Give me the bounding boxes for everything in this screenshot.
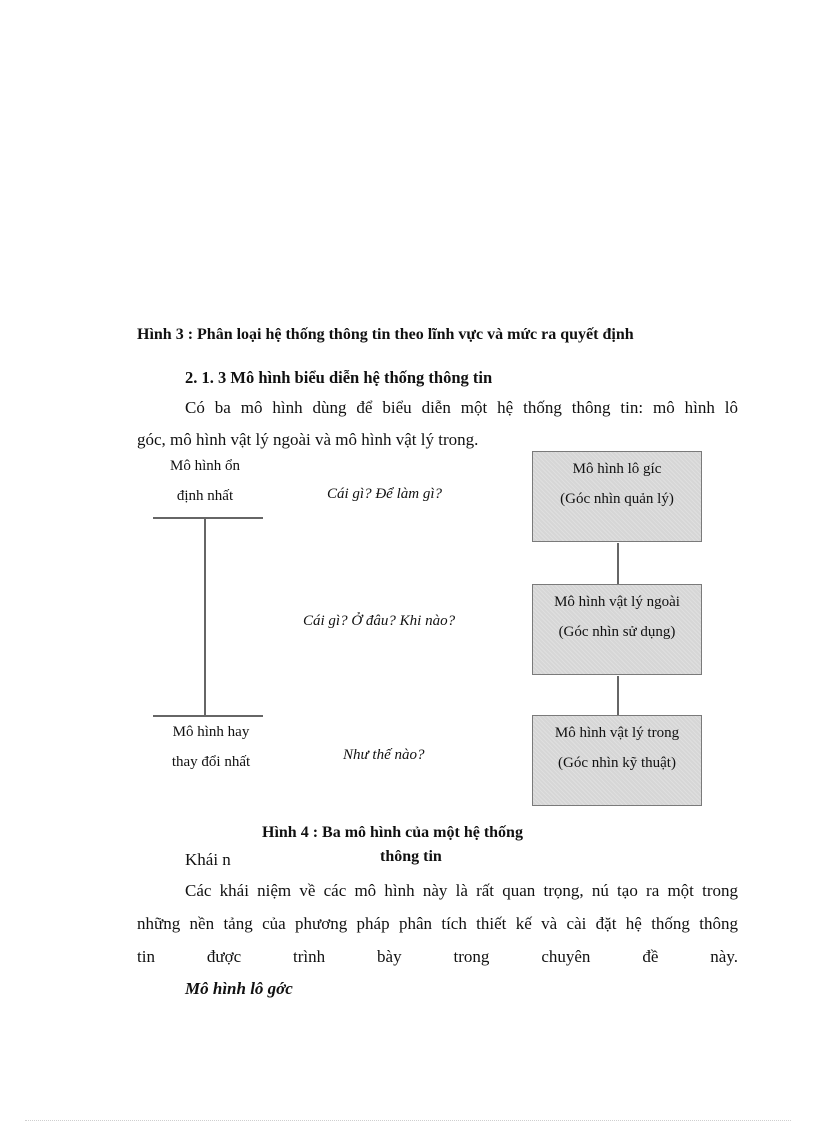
change-label-line1: Mô hình hay xyxy=(172,724,250,740)
question-internal: Như thế nào? xyxy=(343,747,425,763)
para2-line2: những nền tảng của phương pháp phân tích thiết kế và cài đặt hệ thống thông xyxy=(137,914,738,933)
logical-model-title: Mô hình lô gíc xyxy=(572,461,662,477)
scale-top-line xyxy=(153,517,263,519)
internal-physical-model-box xyxy=(532,715,702,806)
logical-model-heading: Mô hình lô gớc xyxy=(185,979,293,998)
figure4-caption-line1: Hình 4 : Ba mô hình của một hệ thống xyxy=(262,824,523,841)
connector-1 xyxy=(617,543,619,584)
internal-model-subtitle: (Góc nhìn kỹ thuật) xyxy=(558,755,676,771)
external-model-subtitle: (Góc nhìn sử dụng) xyxy=(558,624,676,640)
connector-2 xyxy=(617,676,619,716)
question-logical: Cái gì? Để làm gì? xyxy=(327,486,442,502)
intro-line-1: Có ba mô hình dùng để biểu diễn một hệ thống thông tin: mô hình lô xyxy=(185,398,738,417)
para2-line3: tin được trình bày trong chuyên đề này. xyxy=(137,947,738,966)
scale-vertical-line xyxy=(204,518,206,715)
stable-label-line2: định nhất xyxy=(176,488,234,504)
question-external: Cái gì? Ở đâu? Khi nào? xyxy=(303,613,456,629)
logical-model-box xyxy=(532,451,702,542)
khai-niem-fragment: Khái n xyxy=(185,850,231,869)
para2-line1: Các khái niệm về các mô hình này là rất quan trọng, nú tạo ra một trong xyxy=(185,881,738,900)
section-heading: 2. 1. 3 Mô hình biểu diễn hệ thống thông tin xyxy=(185,368,493,387)
stable-label xyxy=(150,451,260,511)
stable-label-line1: Mô hình ổn xyxy=(169,458,240,474)
external-physical-model-box xyxy=(532,584,702,675)
change-label xyxy=(156,717,266,777)
intro-line-2: góc, mô hình vật lý ngoài và mô hình vật lý trong. xyxy=(137,430,479,449)
figure4-caption-line2: thông tin xyxy=(380,848,442,865)
figure3-caption: Hình 3 : Phân loại hệ thống thông tin theo lĩnh vực và mức ra quyết định xyxy=(137,326,634,343)
page-bottom-divider xyxy=(25,1120,791,1121)
logical-model-subtitle: (Góc nhìn quản lý) xyxy=(560,491,674,507)
change-label-line2: thay đổi nhất xyxy=(171,754,251,770)
internal-model-title: Mô hình vật lý trong xyxy=(554,725,680,741)
external-model-title: Mô hình vật lý ngoài xyxy=(554,594,680,610)
